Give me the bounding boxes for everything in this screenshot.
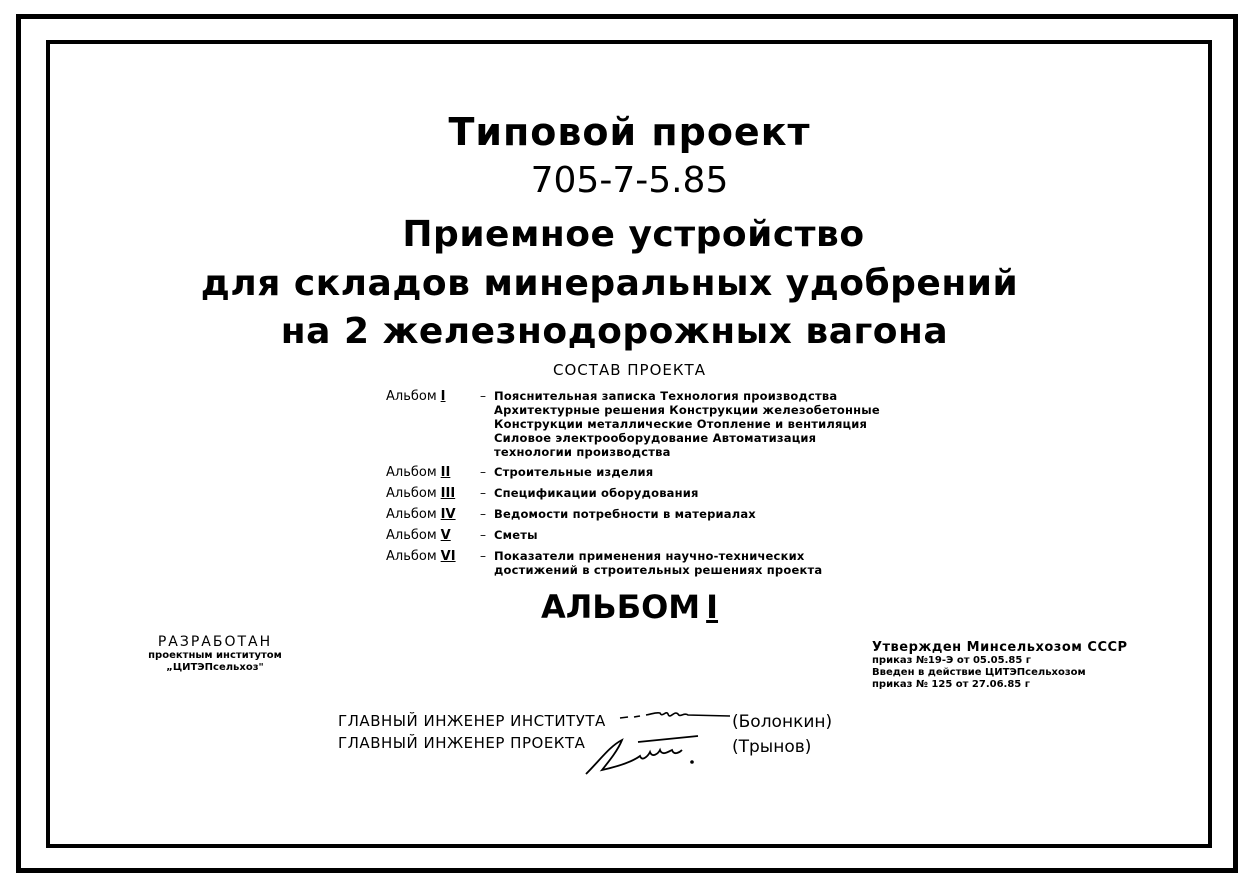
current-album-roman: I bbox=[706, 588, 719, 626]
approval-line: Утвержден Минсельхозом СССР bbox=[872, 640, 1128, 655]
album-label: Альбом bbox=[386, 389, 437, 404]
album-description-line: Строительные изделия bbox=[494, 465, 654, 479]
developer-title: РАЗРАБОТАН bbox=[157, 634, 273, 650]
approval-order-line: приказ №19-Э от 05.05.85 г bbox=[872, 655, 1032, 666]
album-row: Альбом III – Спецификации оборудования bbox=[386, 486, 699, 501]
album-roman-number: VI bbox=[440, 549, 456, 564]
album-label: Альбом bbox=[386, 507, 437, 522]
project-name-line-1: Приемное устройство bbox=[402, 214, 865, 255]
album-description-line: Ведомости потребности в материалах bbox=[494, 507, 756, 521]
chief-engineer-institute-name: (Болонкин) bbox=[732, 712, 833, 732]
chief-engineer-institute-label: ГЛАВНЫЙ ИНЖЕНЕР ИНСТИТУТА bbox=[338, 712, 606, 730]
album-row: Альбом IV – Ведомости потребности в материалах bbox=[386, 507, 756, 522]
album-label: Альбом bbox=[386, 465, 437, 480]
album-roman-number: I bbox=[440, 389, 446, 404]
project-name-line-2: для складов минеральных удобрений bbox=[200, 263, 1019, 304]
approval-order-line-2: приказ № 125 от 27.06.85 г bbox=[872, 679, 1030, 690]
album-description-line: Спецификации оборудования bbox=[494, 486, 699, 500]
album-roman-number: III bbox=[440, 486, 456, 501]
developer-institute-name: „ЦИТЭПсельхоз" bbox=[166, 662, 264, 673]
approval-block bbox=[872, 640, 1128, 691]
album-label: Альбом bbox=[386, 528, 437, 543]
album-description-line: Показатели применения научно-технических bbox=[494, 549, 805, 563]
album-row: Альбом V – Сметы bbox=[386, 528, 538, 543]
album-row: Альбом I – Пояснительная записка Технология производства Архитектурные решения Конструкции железобетонные Конструкции металлические Отопление и вентиляция Силовое электрооборудование Автоматизация технологии производства bbox=[386, 389, 880, 459]
album-roman-number: V bbox=[440, 528, 451, 543]
signature-institute-graphic bbox=[618, 704, 732, 728]
chief-engineer-project-name: (Трынов) bbox=[732, 737, 812, 757]
current-album-label: АЛЬБОМ bbox=[540, 588, 701, 626]
project-name-line-3: на 2 железнодорожных вагона bbox=[280, 311, 949, 352]
album-row: Альбом VI – Показатели применения научно-технических достижений в строительных решениях проекта bbox=[386, 549, 823, 577]
album-description-line: Сметы bbox=[494, 528, 538, 542]
album-label: Альбом bbox=[386, 549, 437, 564]
album-description-line: Архитектурные решения Конструкции железобетонные bbox=[494, 403, 880, 417]
album-roman-number: II bbox=[440, 465, 451, 480]
current-album-title bbox=[0, 588, 1259, 626]
project-number: 705-7-5.85 bbox=[530, 160, 729, 201]
approval-enacted-line: Введен в действие ЦИТЭПсельхозом bbox=[872, 667, 1086, 678]
chief-engineer-project-label: ГЛАВНЫЙ ИНЖЕНЕР ПРОЕКТА bbox=[338, 734, 586, 752]
album-roman-number: IV bbox=[440, 507, 456, 522]
album-list bbox=[386, 389, 880, 577]
album-description-line: Конструкции металлические Отопление и вентиляция bbox=[494, 417, 868, 431]
composition-heading: СОСТАВ ПРОЕКТА bbox=[553, 361, 706, 379]
developer-institute-line: проектным институтом bbox=[148, 650, 282, 661]
developer-block bbox=[130, 634, 300, 674]
album-description-line: Пояснительная записка Технология производства bbox=[494, 389, 838, 403]
album-description-line: достижений в строительных решениях проекта bbox=[494, 563, 823, 577]
album-row: Альбом II – Строительные изделия bbox=[386, 465, 654, 480]
album-description-line: Силовое электрооборудование Автоматизация bbox=[494, 431, 817, 445]
document-type-title: Типовой проект bbox=[448, 110, 811, 154]
album-description-line: технологии производства bbox=[494, 445, 671, 459]
signature-project-graphic bbox=[580, 726, 710, 778]
album-label: Альбом bbox=[386, 486, 437, 501]
